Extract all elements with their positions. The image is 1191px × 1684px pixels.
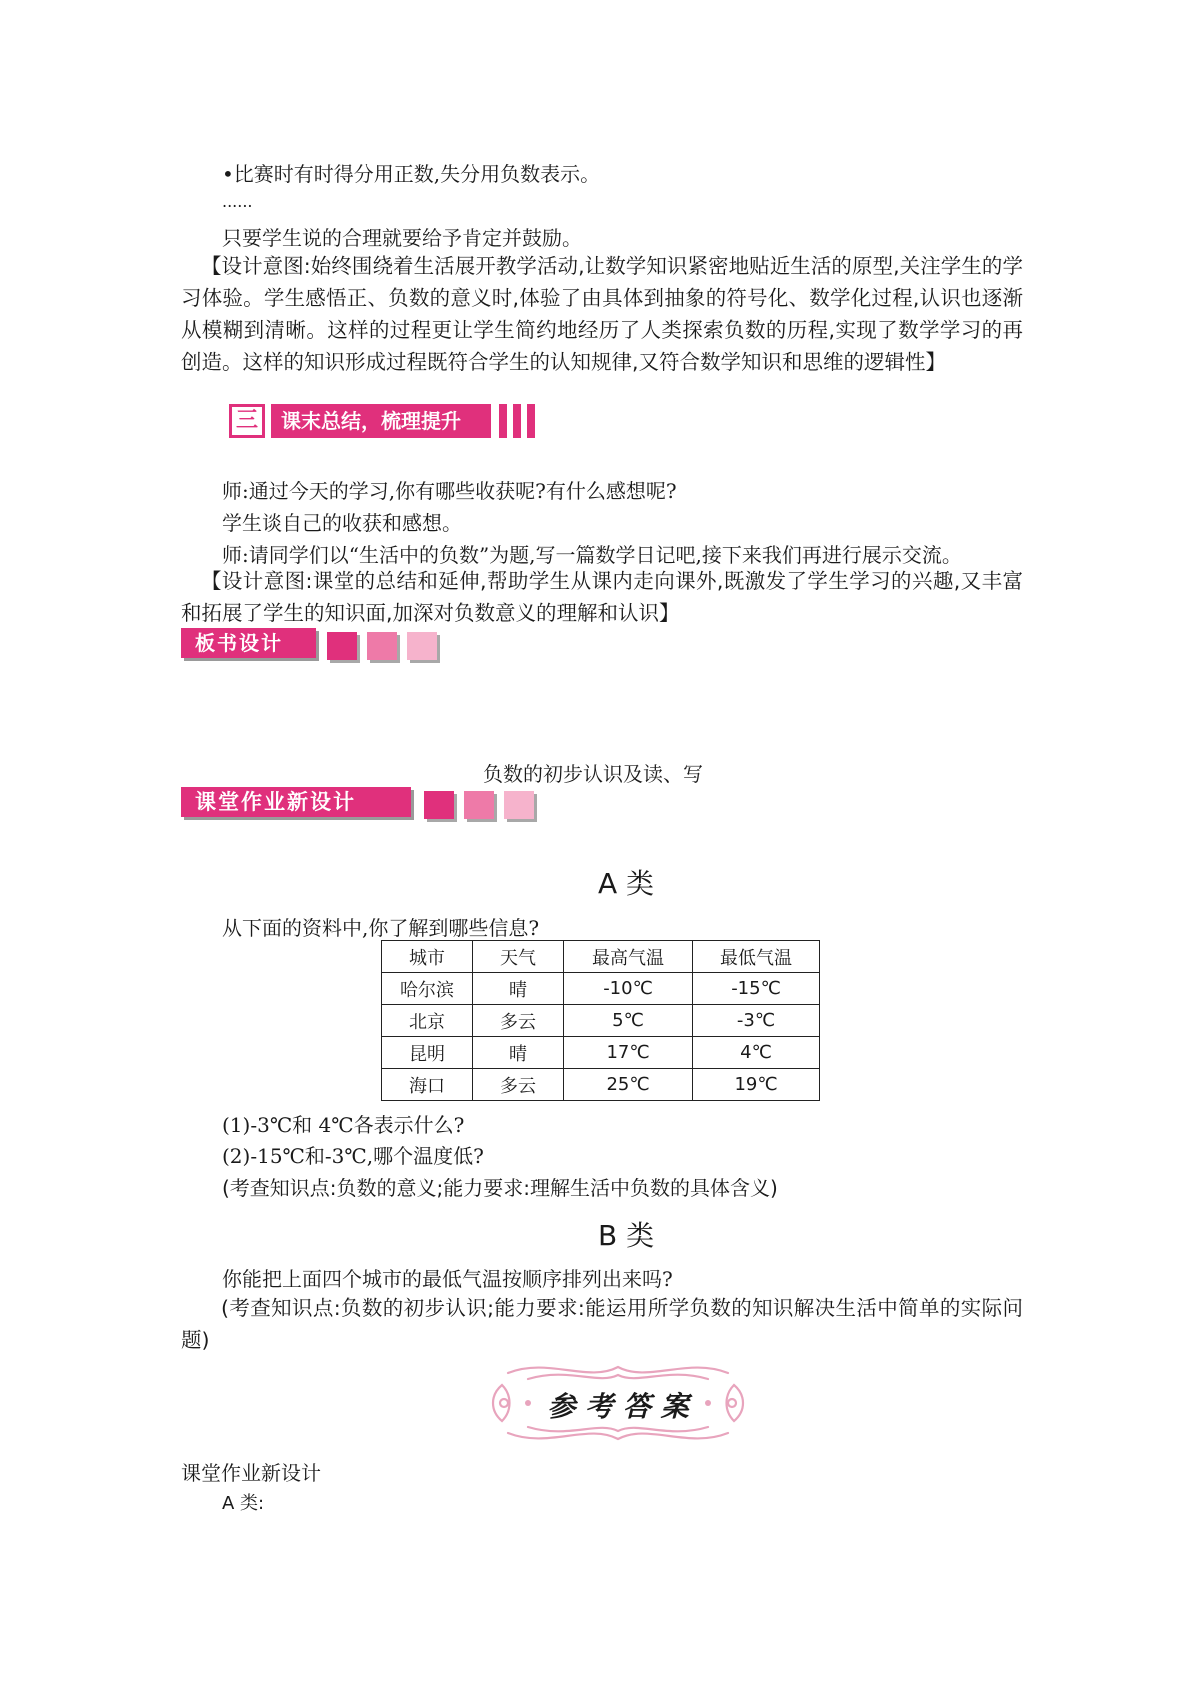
- cell-city: 昆明: [382, 1037, 473, 1069]
- header-weather: 天气: [473, 941, 564, 973]
- homework-tag: [181, 787, 541, 819]
- reference-answers-title: 参 考 答 案: [547, 1390, 689, 1423]
- encourage-text: 只要学生说的合理就要给予肯定并鼓励。: [222, 226, 582, 250]
- banner-stripe: [527, 404, 535, 438]
- board-design-label: 板书设计: [181, 628, 316, 658]
- answers-section-title: 课堂作业新设计: [181, 1461, 321, 1485]
- cell-low: 4℃: [693, 1037, 820, 1069]
- decor-square: [464, 791, 494, 819]
- class-b-prompt: 你能把上面四个城市的最低气温按顺序排列出来吗?: [222, 1267, 673, 1291]
- ellipsis-text: ......: [222, 192, 253, 211]
- decor-square: [424, 791, 454, 819]
- teacher-question: 师:通过今天的学习,你有哪些收获呢?有什么感想呢?: [222, 479, 677, 503]
- section-title: 课末总结，梳理提升: [271, 404, 491, 438]
- cell-city: 北京: [382, 1005, 473, 1037]
- weather-table: [381, 940, 820, 1101]
- cell-weather: 晴: [473, 1037, 564, 1069]
- table-row: [382, 1037, 820, 1069]
- section-number: 三: [229, 404, 265, 438]
- teacher-task: 师:请同学们以“生活中的负数”为题,写一篇数学日记吧,接下来我们再进行展示交流。: [222, 543, 962, 567]
- cell-high: 17℃: [564, 1037, 693, 1069]
- board-design-tag: [181, 628, 451, 660]
- decor-square: [504, 791, 534, 819]
- table-row: [382, 1005, 820, 1037]
- homework-label: 课堂作业新设计: [181, 787, 411, 817]
- cell-city: 海口: [382, 1069, 473, 1101]
- reference-answers-banner: [488, 1355, 748, 1451]
- cell-weather: 多云: [473, 1069, 564, 1101]
- class-b-heading: B 类: [598, 1219, 655, 1252]
- cell-city: 哈尔滨: [382, 973, 473, 1005]
- section-3-banner: [229, 404, 549, 438]
- class-a-heading: A 类: [598, 867, 655, 900]
- header-high: 最高气温: [564, 941, 693, 973]
- class-b-note: (考查知识点:负数的初步认识;能力要求:能运用所学负数的知识解决生活中简单的实际问题): [181, 1296, 1023, 1352]
- design-intent-paragraph-1: 【设计意图:始终围绕着生活展开教学活动,让数学知识紧密地贴近生活的原型,关注学生的学习体验。学生感悟正、负数的意义时,体验了由具体到抽象的符号化、数学化过程,认识也逐渐从模糊到清晰。这样的过程更让学生简约地经历了人类探索负数的历程,实现了数学学习的再创造。这样的知识形成过程既符合学生的认知规律,又符合数学知识和思维的逻辑性】: [181, 254, 1023, 374]
- cell-high: 25℃: [564, 1069, 693, 1101]
- decor-square: [367, 632, 397, 660]
- cell-high: 5℃: [564, 1005, 693, 1037]
- answers-class-a-label: A 类:: [222, 1493, 265, 1514]
- banner-stripe: [499, 404, 507, 438]
- students-response: 学生谈自己的收获和感想。: [222, 511, 462, 535]
- table-row: [382, 973, 820, 1005]
- design-intent-paragraph-2: 【设计意图:课堂的总结和延伸,帮助学生从课内走向课外,既激发了学生学习的兴趣,又丰富和拓展了学生的知识面,加深对负数意义的理解和认识】: [181, 569, 1023, 625]
- table-row: [382, 1069, 820, 1101]
- class-a-prompt: 从下面的资料中,你了解到哪些信息?: [222, 916, 540, 940]
- table-header-row: [382, 941, 820, 973]
- header-low: 最低气温: [693, 941, 820, 973]
- cell-weather: 多云: [473, 1005, 564, 1037]
- banner-stripe: [513, 404, 521, 438]
- header-city: 城市: [382, 941, 473, 973]
- cell-low: 19℃: [693, 1069, 820, 1101]
- cell-low: -15℃: [693, 973, 820, 1005]
- cell-low: -3℃: [693, 1005, 820, 1037]
- cell-weather: 晴: [473, 973, 564, 1005]
- decor-square: [327, 632, 357, 660]
- class-a-note: (考查知识点:负数的意义;能力要求:理解生活中负数的具体含义): [222, 1176, 778, 1200]
- question-1: (1)-3℃和 4℃各表示什么?: [222, 1113, 465, 1137]
- decor-square: [407, 632, 437, 660]
- question-2: (2)-15℃和-3℃,哪个温度低?: [222, 1144, 484, 1168]
- board-title: 负数的初步认识及读、写: [483, 762, 703, 786]
- bullet-point-text: •比赛时有时得分用正数,失分用负数表示。: [222, 162, 601, 186]
- cell-high: -10℃: [564, 973, 693, 1005]
